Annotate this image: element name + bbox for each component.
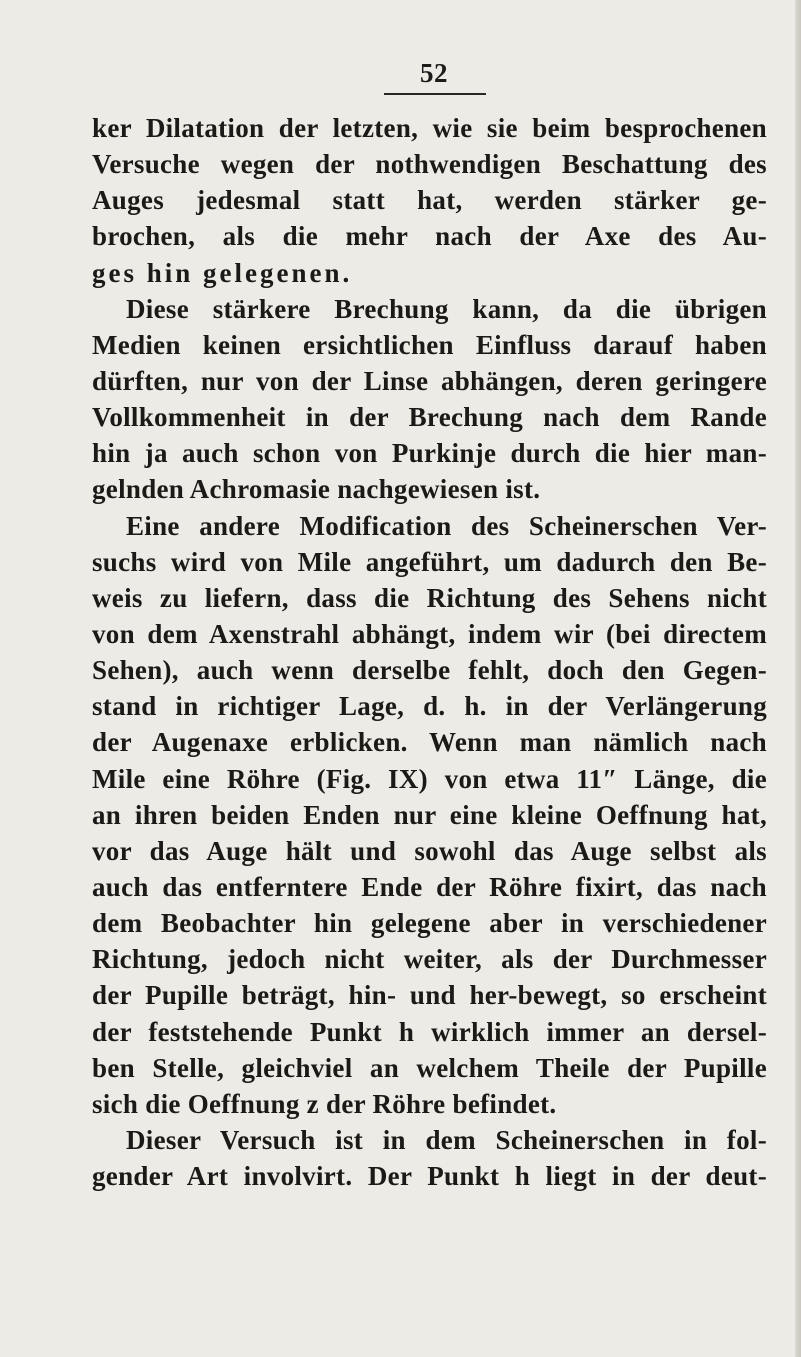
page-number: 52	[420, 58, 448, 88]
text-line: Sehen), auch wenn derselbe fehlt, doch den Gegen-	[92, 655, 767, 686]
text-line: gelnden Achromasie nachgewiesen ist.	[92, 474, 541, 505]
text-line: Eine andere Modification des Scheinerschen Ver-	[126, 510, 767, 541]
text-line: ker Dilatation der letzten, wie sie beim besprochenen	[92, 113, 767, 143]
text-line: der Pupille beträgt, hin- und her-bewegt, so erscheint	[92, 980, 767, 1011]
text-line: auch das entferntere Ende der Röhre fixirt, das nach	[92, 871, 767, 902]
text-line: stand in richtiger Lage, d. h. in der Verlängerung	[92, 691, 767, 722]
text-line: hin ja auch schon von Purkinje durch die hier man-	[92, 438, 767, 469]
text-line: Medien keinen ersichtlichen Einfluss darauf haben	[92, 329, 767, 360]
text-line: dürften, nur von der Linse abhängen, deren geringere	[92, 365, 767, 396]
text-line: Versuche wegen der nothwendigen Beschattung des	[92, 149, 767, 180]
text-line: Auges jedesmal statt hat, werden stärker ge-	[92, 185, 767, 216]
header-rule	[384, 93, 486, 95]
text-line: Vollkommenheit in der Brechung nach dem Rande	[92, 402, 767, 433]
text-line: an ihren beiden Enden nur eine kleine Oeffnung hat,	[92, 799, 767, 830]
body-text	[92, 110, 767, 1194]
text-line: ben Stelle, gleichviel an welchem Theile der Pupille	[92, 1052, 767, 1083]
text-line: dem Beobachter hin gelegene aber in verschiedener	[92, 908, 767, 939]
text-line: brochen, als die mehr nach der Axe des Au-	[92, 221, 767, 252]
text-line: von dem Axenstrahl abhängt, indem wir (bei directem	[92, 618, 767, 649]
text-line: weis zu liefern, dass die Richtung des Sehens nicht	[92, 582, 767, 613]
text-line: vor das Auge hält und sowohl das Auge selbst als	[92, 835, 767, 866]
page-edge	[795, 0, 801, 1357]
text-line: gender Art involvirt. Der Punkt h liegt in der deut-	[92, 1161, 767, 1192]
text-line: Mile eine Röhre (Fig. IX) von etwa 11″ Länge, die	[92, 763, 767, 794]
text-line: suchs wird von Mile angeführt, um dadurch den Be-	[92, 546, 767, 577]
text-line: Diese stärkere Brechung kann, da die übrigen	[126, 293, 767, 324]
text-line: sich die Oeffnung z der Röhre befindet.	[92, 1088, 557, 1119]
text-line: ges hin gelegenen.	[92, 257, 353, 288]
text-line: der feststehende Punkt h wirklich immer an dersel-	[92, 1016, 767, 1047]
text-line: Dieser Versuch ist in dem Scheinerschen in fol-	[126, 1124, 767, 1155]
text-line: Richtung, jedoch nicht weiter, als der Durchmesser	[92, 944, 767, 975]
text-line: der Augenaxe erblicken. Wenn man nämlich nach	[92, 727, 767, 758]
